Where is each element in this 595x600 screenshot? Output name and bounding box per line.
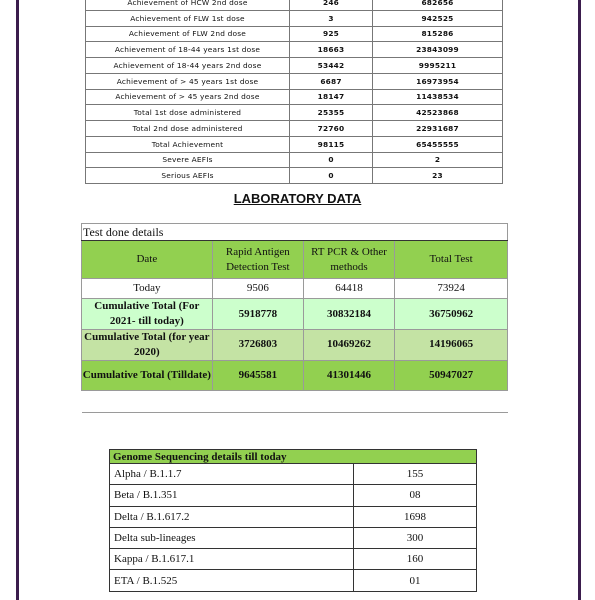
- rapid-antigen-value: 9645581: [212, 360, 303, 390]
- lab-test-table: [81, 223, 508, 413]
- today-value: 53442: [290, 58, 373, 74]
- table-caption-row: [82, 224, 508, 241]
- row-label: Total Achievement: [86, 136, 290, 152]
- vaccination-table: [85, 0, 503, 184]
- table-row: [86, 26, 503, 42]
- cumulative-value: 9995211: [373, 58, 503, 74]
- rapid-antigen-value: 5918778: [212, 299, 303, 330]
- row-label: Achievement of 18-44 years 2nd dose: [86, 58, 290, 74]
- table-row: [82, 279, 508, 299]
- table-header-row: [110, 450, 477, 464]
- cumulative-value: 65455555: [373, 136, 503, 152]
- variant-name: Kappa / B.1.617.1: [110, 549, 354, 570]
- table-row: [82, 360, 508, 390]
- total-test-value: 14196065: [395, 329, 508, 360]
- table-row: [86, 168, 503, 184]
- table-row: [86, 10, 503, 26]
- today-value: 98115: [290, 136, 373, 152]
- table-row: [110, 485, 477, 506]
- table-row: [110, 527, 477, 548]
- table-row: [86, 42, 503, 58]
- cumulative-value: 23843099: [373, 42, 503, 58]
- total-test-value: 73924: [395, 279, 508, 299]
- table-header-row: [82, 241, 508, 279]
- table-row: [86, 58, 503, 74]
- row-label: Today: [82, 279, 213, 299]
- rt-pcr-value: 64418: [303, 279, 394, 299]
- row-label: Achievement of 18-44 years 1st dose: [86, 42, 290, 58]
- today-value: 25355: [290, 105, 373, 121]
- row-label: Total 1st dose administered: [86, 105, 290, 121]
- table-row: [86, 152, 503, 168]
- column-header-rapid-antigen: Rapid Antigen Detection Test: [212, 241, 303, 279]
- table-title: Genome Sequencing details till today: [110, 450, 477, 464]
- variant-count: 01: [354, 570, 477, 591]
- table-spacer-cell: [82, 390, 508, 412]
- table-row: [110, 464, 477, 485]
- today-value: 0: [290, 168, 373, 184]
- row-label: Achievement of > 45 years 2nd dose: [86, 89, 290, 105]
- row-label: Severe AEFIs: [86, 152, 290, 168]
- variant-name: Delta sub-lineages: [110, 527, 354, 548]
- page-border-left: [16, 0, 19, 600]
- cumulative-value: 815286: [373, 26, 503, 42]
- table-row: [86, 105, 503, 121]
- today-value: 72760: [290, 121, 373, 137]
- variant-count: 155: [354, 464, 477, 485]
- column-header-date: Date: [82, 241, 213, 279]
- row-label: Cumulative Total (for year 2020): [82, 329, 213, 360]
- variant-count: 160: [354, 549, 477, 570]
- variant-count: 1698: [354, 506, 477, 527]
- cumulative-value: 23: [373, 168, 503, 184]
- column-header-total-test: Total Test: [395, 241, 508, 279]
- variant-name: Alpha / B.1.1.7: [110, 464, 354, 485]
- table-row: [86, 89, 503, 105]
- variant-name: Delta / B.1.617.2: [110, 506, 354, 527]
- total-test-value: 36750962: [395, 299, 508, 330]
- cumulative-value: 2: [373, 152, 503, 168]
- today-value: 6687: [290, 73, 373, 89]
- variant-count: 08: [354, 485, 477, 506]
- genome-sequencing-table: [109, 449, 477, 592]
- row-label: Achievement of FLW 1st dose: [86, 10, 290, 26]
- today-value: 18147: [290, 89, 373, 105]
- column-header-rt-pcr: RT PCR & Other methods: [303, 241, 394, 279]
- rapid-antigen-value: 3726803: [212, 329, 303, 360]
- cumulative-value: 942525: [373, 10, 503, 26]
- variant-name: Beta / B.1.351: [110, 485, 354, 506]
- today-value: 18663: [290, 42, 373, 58]
- rapid-antigen-value: 9506: [212, 279, 303, 299]
- rt-pcr-value: 30832184: [303, 299, 394, 330]
- page-border-right: [578, 0, 581, 600]
- row-label: Achievement of FLW 2nd dose: [86, 26, 290, 42]
- today-value: 246: [290, 0, 373, 10]
- table-row: [86, 0, 503, 10]
- table-row: [110, 549, 477, 570]
- table-row: [110, 570, 477, 591]
- cumulative-value: 682656: [373, 0, 503, 10]
- table-caption: Test done details: [82, 224, 508, 241]
- row-label: Serious AEFIs: [86, 168, 290, 184]
- row-label: Achievement of > 45 years 1st dose: [86, 73, 290, 89]
- table-spacer-row: [82, 390, 508, 412]
- cumulative-value: 11438534: [373, 89, 503, 105]
- cumulative-value: 22931687: [373, 121, 503, 137]
- row-label: Cumulative Total (Tilldate): [82, 360, 213, 390]
- table-row: [86, 136, 503, 152]
- cumulative-value: 42523868: [373, 105, 503, 121]
- table-row: [86, 73, 503, 89]
- rt-pcr-value: 41301446: [303, 360, 394, 390]
- total-test-value: 50947027: [395, 360, 508, 390]
- variant-name: ETA / B.1.525: [110, 570, 354, 591]
- table-row: [110, 506, 477, 527]
- cumulative-value: 16973954: [373, 73, 503, 89]
- today-value: 0: [290, 152, 373, 168]
- table-row: [82, 299, 508, 330]
- today-value: 925: [290, 26, 373, 42]
- table-row: [82, 329, 508, 360]
- section-title: LABORATORY DATA: [233, 191, 362, 206]
- rt-pcr-value: 10469262: [303, 329, 394, 360]
- variant-count: 300: [354, 527, 477, 548]
- row-label: Cumulative Total (For 2021- till today): [82, 299, 213, 330]
- row-label: Achievement of HCW 2nd dose: [86, 0, 290, 10]
- table-row: [86, 121, 503, 137]
- row-label: Total 2nd dose administered: [86, 121, 290, 137]
- today-value: 3: [290, 10, 373, 26]
